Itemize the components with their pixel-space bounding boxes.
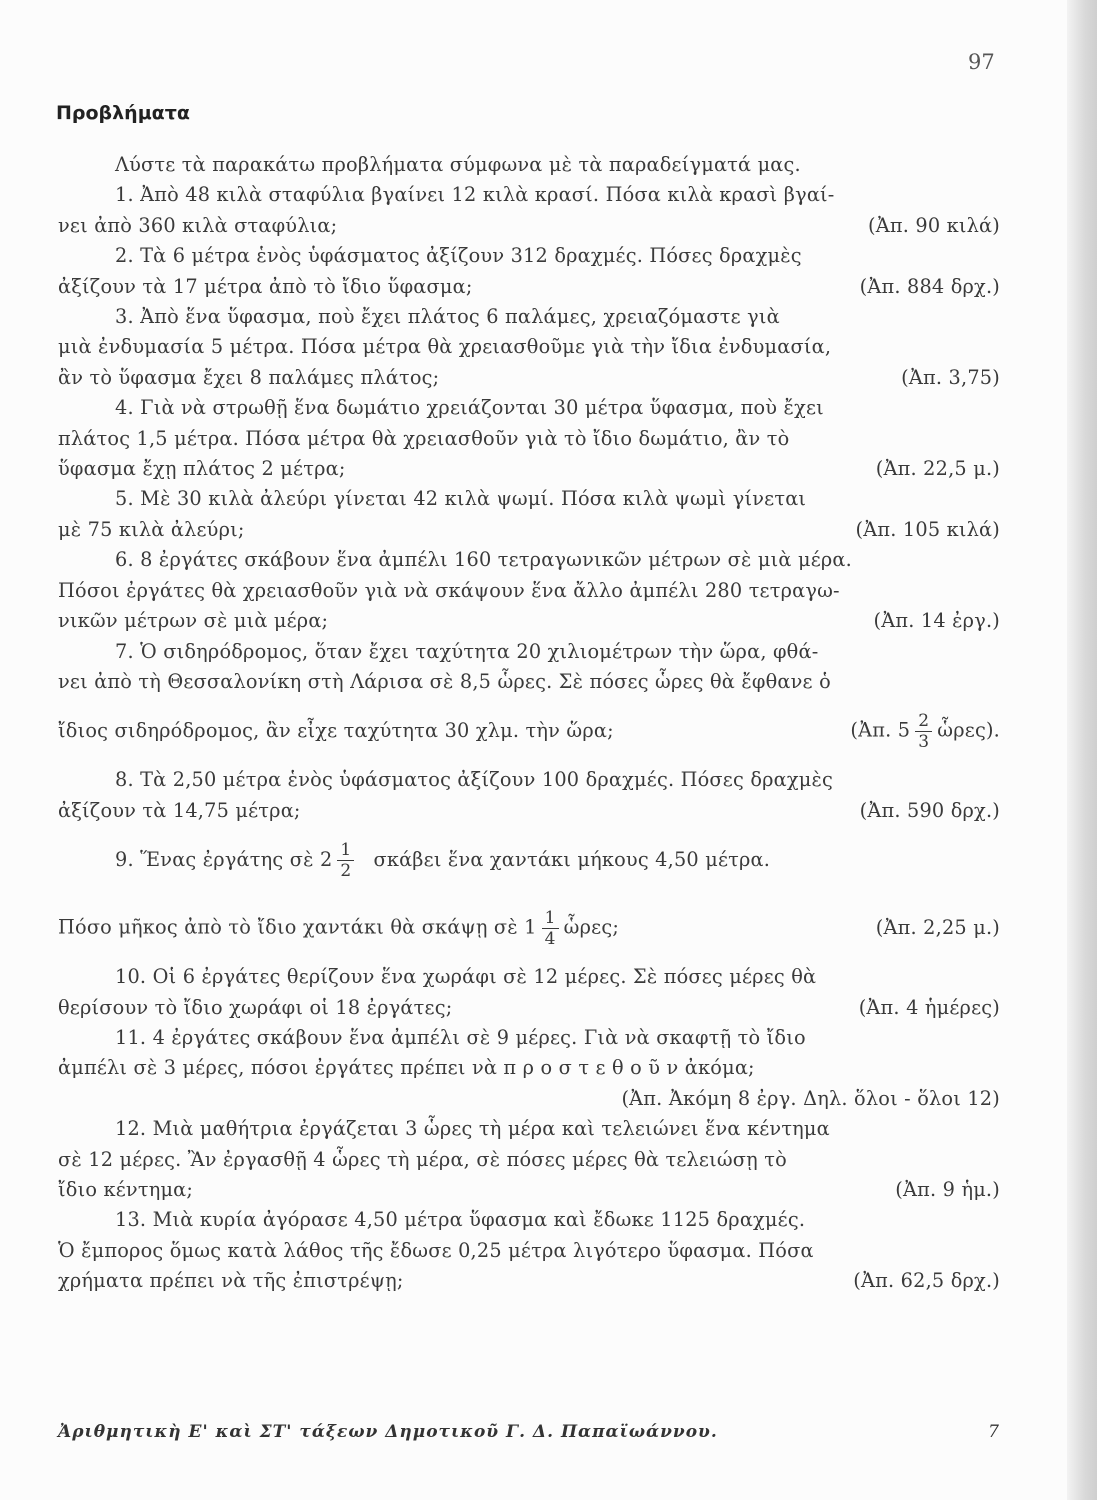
problem-11 xyxy=(58,1023,1000,1114)
problem-line: νει ἀπὸ 360 κιλὰ σταφύλια; xyxy=(58,213,338,237)
page-edge-shadow xyxy=(1067,0,1097,1500)
problem-7 xyxy=(58,637,1000,766)
problem-line: ἀξίζουν τὰ 17 μέτρα ἀπὸ τὸ ἴδιο ὕφασμα; xyxy=(58,274,473,298)
problem-line: 11. 4 ἐργάτες σκάβουν ἕνα ἀμπέλι σὲ 9 μέρες. Γιὰ νὰ σκαφτῇ τὸ ἴδιο xyxy=(115,1025,806,1049)
problem-line: μὲ 75 κιλὰ ἀλεύρι; xyxy=(58,517,245,541)
problem-2 xyxy=(58,241,1000,302)
fraction-numerator: 1 xyxy=(542,908,559,929)
fraction-denominator: 4 xyxy=(544,928,556,949)
page-number: 97 xyxy=(968,50,995,74)
problem-10 xyxy=(58,962,1000,1023)
problem-line: 13. Μιὰ κυρία ἀγόρασε 4,50 μέτρα ὕφασμα καὶ ἔδωκε 1125 δραχμές. xyxy=(115,1208,806,1232)
answer: (Ἀπ. 14 ἐργ.) xyxy=(873,609,1000,633)
problem-13 xyxy=(58,1205,1000,1296)
problem-text: Πόσο μῆκος ἀπὸ τὸ ἴδιο χαντάκι θὰ σκάψῃ σὲ 1 xyxy=(58,915,537,939)
problem-line: 1. Ἀπὸ 48 κιλὰ σταφύλια βγαίνει 12 κιλὰ κρασί. Πόσα κιλὰ κρασὶ βγαί- xyxy=(115,183,835,207)
section-title: Προβλήματα xyxy=(56,102,190,124)
answer: (Ἀπ. 2,25 μ.) xyxy=(875,915,1000,939)
answer: (Ἀπ. 9 ἡμ.) xyxy=(895,1177,1000,1201)
fraction-denominator: 2 xyxy=(340,860,352,881)
problem-line: σὲ 12 μέρες. Ἂν ἐργασθῇ 4 ὧρες τὴ μέρα, σὲ πόσες μέρες θὰ τελειώσῃ τὸ xyxy=(58,1147,787,1171)
problem-text: σκάβει ἕνα χαντάκι μήκους 4,50 μέτρα. xyxy=(373,847,771,871)
answer: (Ἀπ. 590 δρχ.) xyxy=(859,798,1000,822)
problem-8 xyxy=(58,765,1000,826)
answer-prefix: (Ἀπ. 5 xyxy=(850,718,911,742)
answer xyxy=(850,711,1000,752)
fraction xyxy=(337,840,354,881)
intro-text: Λύστε τὰ παρακάτω προβλήματα σύμφωνα μὲ τὰ παραδείγματά μας. xyxy=(115,153,801,176)
problem-line: ὕφασμα ἔχῃ πλάτος 2 μέτρα; xyxy=(58,457,346,481)
problem-4 xyxy=(58,393,1000,484)
problem-line: 2. Τὰ 6 μέτρα ἑνὸς ὑφάσματος ἀξίζουν 312 δραχμές. Πόσες δραχμὲς xyxy=(115,244,802,268)
answer: (Ἀπ. 4 ἡμέρες) xyxy=(858,995,1000,1019)
page-footer xyxy=(58,1422,1000,1442)
problem-line: 6. 8 ἐργάτες σκάβουν ἕνα ἀμπέλι 160 τετραγωνικῶν μέτρων σὲ μιὰ μέρα. xyxy=(115,548,852,572)
problem-line: 5. Μὲ 30 κιλὰ ἀλεύρι γίνεται 42 κιλὰ ψωμί. Πόσα κιλὰ ψωμὶ γίνεται xyxy=(115,487,807,511)
problem-line: θερίσουν τὸ ἴδιο χωράφι οἱ 18 ἐργάτες; xyxy=(58,995,453,1019)
problem-line: Πόσοι ἐργάτες θὰ χρειασθοῦν γιὰ νὰ σκάψουν ἕνα ἄλλο ἀμπέλι 280 τετραγω- xyxy=(58,578,840,602)
problem-line: 12. Μιὰ μαθήτρια ἐργάζεται 3 ὧρες τὴ μέρα καὶ τελειώνει ἕνα κέντημα xyxy=(115,1117,830,1141)
problem-line: ἀξίζουν τὰ 14,75 μέτρα; xyxy=(58,798,301,822)
fraction xyxy=(542,908,559,949)
problem-line: 7. Ὁ σιδηρόδρομος, ὅταν ἔχει ταχύτητα 20 χιλιομέτρων τὴν ὥρα, φθά- xyxy=(115,639,819,663)
problem-5 xyxy=(58,484,1000,545)
problem-line: πλάτος 1,5 μέτρα. Πόσα μέτρα θὰ χρειασθοῦν γιὰ τὸ ἴδιο δωμάτιο, ἂν τὸ xyxy=(58,426,790,450)
problem-line: 3. Ἀπὸ ἕνα ὕφασμα, ποὺ ἔχει πλάτος 6 παλάμες, χρειαζόμαστε γιὰ xyxy=(115,305,780,329)
footer-sheet-number: 7 xyxy=(988,1422,1000,1442)
problem-line: ἴδιος σιδηρόδρομος, ἂν εἶχε ταχύτητα 30 χλμ. τὴν ὥρα; xyxy=(58,719,614,743)
fraction-numerator: 1 xyxy=(337,840,354,861)
answer: (Ἀπ. 90 κιλά) xyxy=(867,213,1000,237)
problem-line: μιὰ ἐνδυμασία 5 μέτρα. Πόσα μέτρα θὰ χρειασθοῦμε γιὰ τὴν ἴδια ἐνδυμασία, xyxy=(58,335,832,359)
footer-book-title: Ἀριθμητικὴ Ε' καὶ ΣΤ' τάξεων Δημοτικοῦ Γ. Δ. Παπαϊωάννου. xyxy=(58,1422,718,1442)
problem-line: 8. Τὰ 2,50 μέτρα ἑνὸς ὑφάσματος ἀξίζουν 100 δραχμές. Πόσες δραχμὲς xyxy=(115,768,834,792)
problem-12 xyxy=(58,1114,1000,1205)
problem-text: 9. Ἕνας ἐργάτης σὲ 2 xyxy=(115,847,333,871)
problem-1 xyxy=(58,180,1000,241)
problem-line: νει ἀπὸ τὴ Θεσσαλονίκη στὴ Λάρισα σὲ 8,5 ὧρες. Σὲ πόσες ὧρες θὰ ἔφθανε ὁ xyxy=(58,669,831,693)
problem-line: Ὁ ἔμπορος ὅμως κατὰ λάθος τῆς ἔδωσε 0,25 μέτρα λιγότερο ὕφασμα. Πόσα xyxy=(58,1238,814,1262)
problem-3 xyxy=(58,302,1000,393)
problem-line: ἀμπέλι σὲ 3 μέρες, πόσοι ἐργάτες πρέπει νὰ π ρ ο σ τ ε θ ο ῦ ν ἀκόμα; xyxy=(58,1056,755,1080)
problem-6 xyxy=(58,545,1000,636)
answer-suffix: ὧρες). xyxy=(937,718,1000,742)
problem-line: 10. Οἱ 6 ἐργάτες θερίζουν ἕνα χωράφι σὲ 12 μέρες. Σὲ πόσες μέρες θὰ xyxy=(115,965,817,989)
answer: (Ἀπ. 105 κιλά) xyxy=(855,517,1000,541)
answer: (Ἀπ. 3,75) xyxy=(901,365,1000,389)
problem-line: ἴδιο κέντημα; xyxy=(58,1177,194,1201)
problem-text: ὧρες; xyxy=(563,915,620,939)
fraction-numerator: 2 xyxy=(915,711,932,732)
problems-body xyxy=(58,150,1000,1297)
fraction xyxy=(915,711,932,752)
problem-line: ἂν τὸ ὕφασμα ἔχει 8 παλάμες πλάτος; xyxy=(58,365,440,389)
fraction-denominator: 3 xyxy=(918,731,930,752)
problem-line: νικῶν μέτρων σὲ μιὰ μέρα; xyxy=(58,609,329,633)
answer: (Ἀπ. Ἀκόμη 8 ἐργ. Δηλ. ὅλοι - ὅλοι 12) xyxy=(621,1086,1000,1110)
answer: (Ἀπ. 62,5 δρχ.) xyxy=(853,1269,1000,1293)
answer: (Ἀπ. 22,5 μ.) xyxy=(875,457,1000,481)
answer: (Ἀπ. 884 δρχ.) xyxy=(859,274,1000,298)
problem-line: 4. Γιὰ νὰ στρωθῇ ἕνα δωμάτιο χρειάζονται 30 μέτρα ὕφασμα, ποὺ ἔχει xyxy=(115,396,824,420)
problem-line: χρήματα πρέπει νὰ τῆς ἐπιστρέψῃ; xyxy=(58,1269,404,1293)
problem-9 xyxy=(58,826,1000,962)
